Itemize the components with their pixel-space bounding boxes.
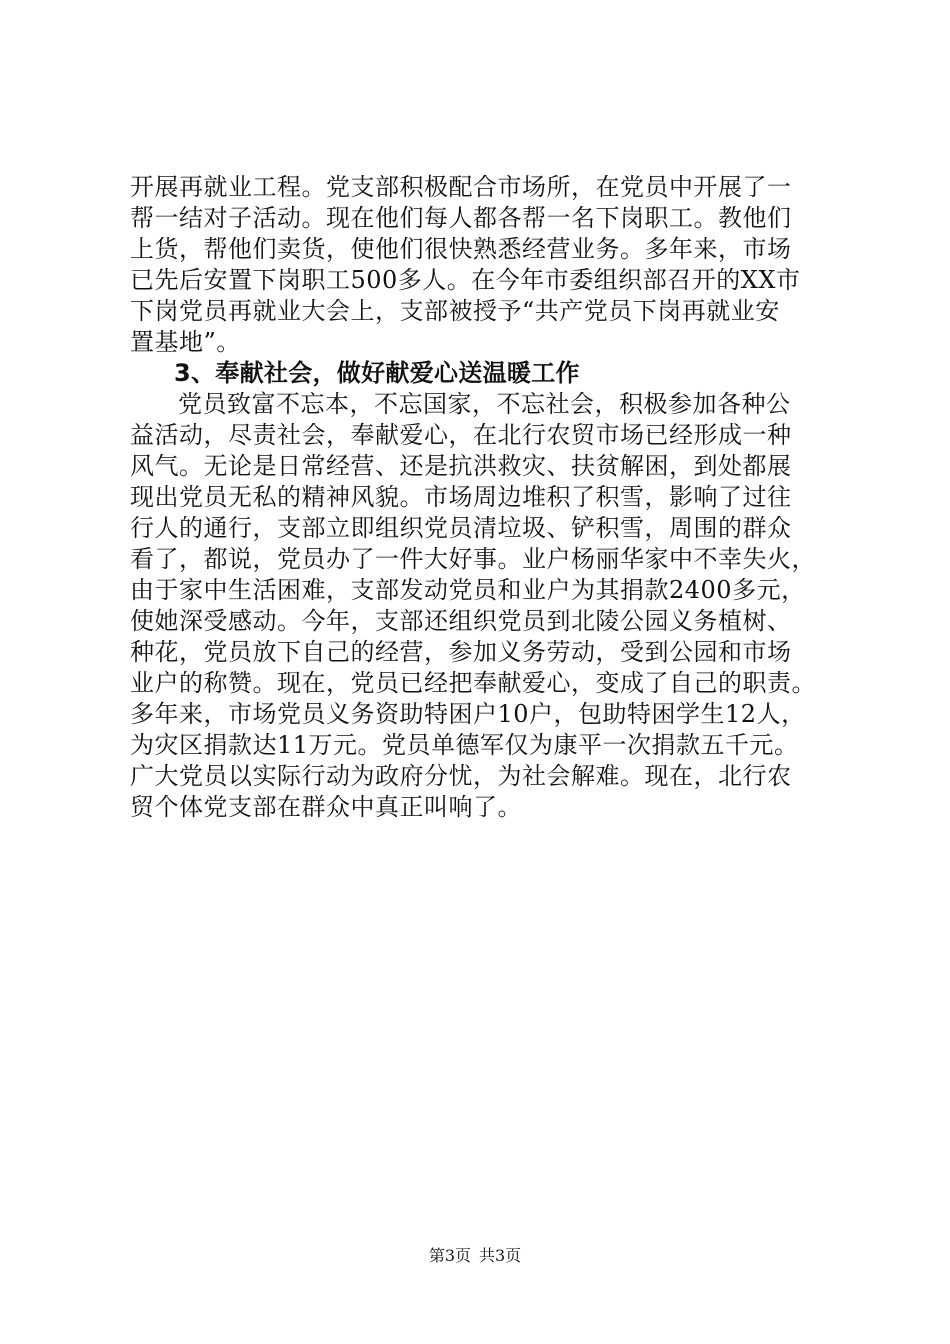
- section-heading: 3、奉献社会，做好献爱心送温暖工作: [174, 359, 580, 387]
- paragraph-line: 多年来，市场党员义务资助特困户10户，包助特困学生12人，: [130, 700, 806, 728]
- paragraph-line: 业户的称赞。现在，党员已经把奉献爱心，变成了自己的职责。: [130, 669, 816, 697]
- paragraph-line: 益活动，尽责社会，奉献爱心，在北行农贸市场已经形成一种: [130, 421, 792, 449]
- page-total: 共3页: [479, 1246, 522, 1265]
- paragraph-line: 上货，帮他们卖货，使他们很快熟悉经营业务。多年来，市场: [130, 235, 792, 263]
- paragraph-line: 现出党员无私的精神风貌。市场周边堆积了积雪，影响了过往: [130, 483, 792, 511]
- paragraph-line: 已先后安置下岗职工500多人。在今年市委组织部召开的XX市: [130, 266, 801, 294]
- paragraph-line: 广大党员以实际行动为政府分忧，为社会解难。现在，北行农: [130, 762, 792, 790]
- page-footer: [0, 1246, 950, 1266]
- paragraph-line: 贸个体党支部在群众中真正叫响了。: [130, 793, 522, 821]
- paragraph-line: 风气。无论是日常经营、还是抗洪救灾、扶贫解困，到处都展: [130, 452, 792, 480]
- paragraph-line: 由于家中生活困难，支部发动党员和业户为其捐款2400多元，: [130, 576, 806, 604]
- page-number: 第3页: [428, 1246, 471, 1265]
- paragraph-line: 开展再就业工程。党支部积极配合市场所，在党员中开展了一: [130, 173, 792, 201]
- paragraph-line: 使她深受感动。今年，支部还组织党员到北陵公园义务植树、: [130, 607, 792, 635]
- paragraph-line: 看了，都说，党员办了一件大好事。业户杨丽华家中不幸失火，: [130, 545, 816, 573]
- paragraph-line: 帮一结对子活动。现在他们每人都各帮一名下岗职工。教他们: [130, 204, 792, 232]
- paragraph-line: 置基地”。: [130, 328, 241, 356]
- paragraph-line: 种花，党员放下自己的经营，参加义务劳动，受到公园和市场: [130, 638, 792, 666]
- paragraph-line: 党员致富不忘本，不忘国家，不忘社会，积极参加各种公: [178, 390, 791, 418]
- paragraph-line: 下岗党员再就业大会上，支部被授予“共产党员下岗再就业安: [130, 297, 780, 325]
- paragraph-line: 行人的通行，支部立即组织党员清垃圾、铲积雪，周围的群众: [130, 514, 792, 542]
- document-body: [130, 172, 830, 823]
- paragraph-line: 为灾区捐款达11万元。党员单德军仅为康平一次捐款五千元。: [130, 731, 799, 759]
